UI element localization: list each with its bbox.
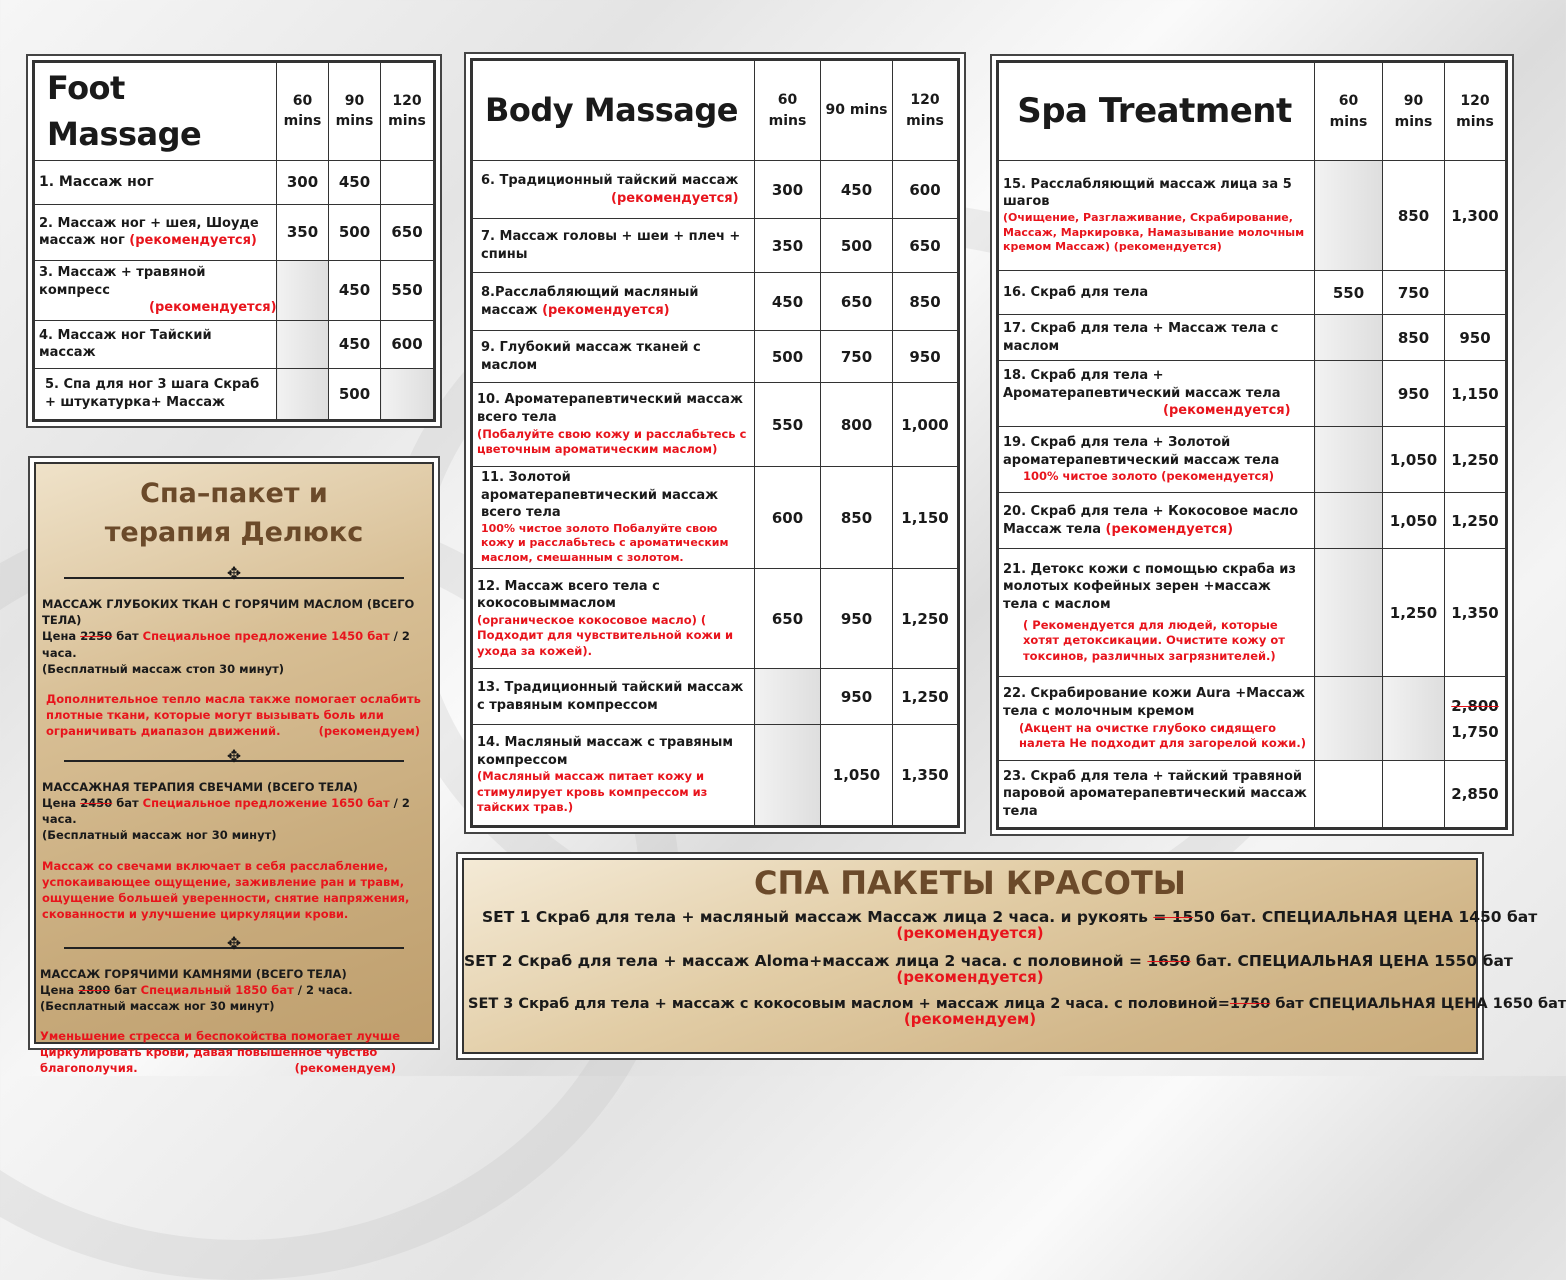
table-row — [999, 549, 1506, 677]
col-60: 60 mins — [1315, 63, 1383, 161]
table-row — [999, 677, 1506, 761]
price-60 — [755, 725, 821, 826]
service-name: 4. Массаж ног Тайский массаж — [39, 327, 212, 361]
price-60: 300 — [277, 160, 329, 204]
price-60 — [1315, 361, 1383, 427]
item-price: Цена 2450 бат Специальное предложение 1650 бат / 2 часа. — [42, 796, 410, 827]
price-90: 1,050 — [1383, 427, 1445, 493]
price-120: 2,850 — [1445, 761, 1506, 828]
recommended-label: (рекомендуется) — [611, 190, 739, 206]
table-row — [999, 493, 1506, 549]
price-120: 1,250 — [893, 569, 958, 669]
price-90: 850 — [821, 467, 893, 569]
price-60: 350 — [755, 219, 821, 273]
service-name: 19. Скраб для тела + Золотой ароматерапевтический массаж тела — [1003, 435, 1280, 468]
recommended-label: (рекомендуем) — [903, 1010, 1037, 1028]
price-90 — [1383, 761, 1445, 828]
price-90: 850 — [1383, 161, 1445, 271]
deluxe-item — [36, 773, 432, 922]
table-row — [473, 273, 958, 331]
service-name: 22. Скрабирование кожи Aura +Массаж тела с молочным кремом — [1003, 686, 1305, 719]
recommended-label: (рекомендуется) — [1105, 521, 1234, 537]
service-name: 10. Ароматерапевтический массаж всего тела — [477, 392, 743, 425]
service-name: 13. Традиционный тайский массаж с травяным компрессом — [477, 680, 744, 713]
price-120: 600 — [893, 161, 958, 219]
service-name: 15. Расслабляющий массаж лица за 5 шагов — [1003, 176, 1292, 210]
price-120: 650 — [381, 204, 434, 260]
spa-treatment-panel — [996, 60, 1508, 830]
item-description: Дополнительное тепло масла также помогает ослабить плотные ткани, которые могут вызывать боль или ограничивать диапазон движений. — [46, 691, 421, 738]
price-90: 650 — [821, 273, 893, 331]
col-120: 120 mins — [381, 63, 434, 161]
beauty-packages-panel — [462, 858, 1566, 1054]
price-90: 950 — [1383, 361, 1445, 427]
service-note: (Побалуйте свою кожу и расслабьтесь с цветочным ароматическим маслом) — [477, 426, 747, 457]
service-name: 1. Массаж ног — [39, 173, 154, 190]
price-120: 1,250 — [893, 669, 958, 725]
price-60: 300 — [755, 161, 821, 219]
ornament-divider — [64, 747, 404, 768]
old-price: 2,800 — [1451, 696, 1499, 715]
service-name: 11. Золотой ароматерапевтический массаж всего тела — [481, 470, 719, 521]
item-price: Цена 2250 бат Специальное предложение 1450 бат / 2 часа. — [42, 629, 410, 660]
deluxe-title: Спа–пакет и терапия Делюкс — [104, 478, 364, 549]
item-price: Цена 2800 бат Специальный 1850 бат / 2 часа. — [40, 982, 353, 997]
price-90: 450 — [821, 161, 893, 219]
set-list — [464, 908, 1566, 1028]
price-90: 850 — [1383, 315, 1445, 361]
price-60 — [1315, 677, 1383, 761]
recommended-label: (рекомендуется) — [129, 233, 257, 249]
col-60: 60 mins — [277, 63, 329, 161]
col-120: 120 mins — [893, 61, 958, 161]
service-name: 6. Традиционный тайский массаж — [481, 172, 739, 188]
price-90: 450 — [329, 160, 381, 204]
service-note: (Очищение, Разглаживание, Скрабирование, Массаж, Маркировка, Намазывание молочным кремом Массаж) (рекомендуется) — [1003, 210, 1305, 254]
ornament-icon: ✥ — [226, 747, 242, 768]
deluxe-panel — [34, 462, 434, 1076]
deluxe-item — [36, 960, 432, 1077]
table-row — [999, 361, 1506, 427]
recommended-label: (рекомендуем) — [318, 724, 420, 739]
service-name: 14. Масляный массаж с травяным компрессом — [477, 735, 734, 768]
ornament-divider — [64, 933, 404, 954]
service-note: 100% чистое золото (рекомендуется) — [1023, 469, 1274, 484]
price-120: 1,150 — [893, 467, 958, 569]
table-row — [35, 204, 434, 260]
price-60: 600 — [755, 467, 821, 569]
price-120: 600 — [381, 320, 434, 368]
item-free: (Бесплатный массаж стоп 30 минут) — [42, 661, 284, 676]
foot-massage-table — [34, 62, 434, 420]
service-note: (Акцент на очистке глубоко сидящего налета Не подходит для загорелой кожи.) — [1019, 720, 1306, 751]
table-row — [999, 761, 1506, 828]
price-120 — [381, 160, 434, 204]
service-note: 100% чистое золото Побалуйте свою кожу и расслабьтесь с ароматическим маслом, смешанным с золотом. — [481, 521, 729, 565]
service-note: (Масляный массаж питает кожу и стимулирует кровь компрессом из тайских трав.) — [477, 769, 708, 815]
table-row — [473, 569, 958, 669]
ornament-divider — [64, 564, 404, 585]
service-name: 7. Массаж головы + шеи + плеч + спины — [481, 228, 741, 262]
service-name: 12. Массаж всего тела с кокосовыммаслом — [477, 578, 660, 612]
service-name: 23. Скраб для тела + тайский травяной паровой ароматерапевтический массаж тела — [1003, 768, 1307, 819]
item-free: (Бесплатный массаж ног 30 минут) — [40, 999, 275, 1014]
price-60 — [1315, 761, 1383, 828]
price-120: 1,000 — [893, 383, 958, 467]
price-120: 950 — [893, 331, 958, 383]
price-90 — [1383, 677, 1445, 761]
service-note: (органическое кокосовое масло) ( Подходит для чувствительной кожи и ухода за кожей). — [477, 612, 734, 658]
price-60 — [277, 260, 329, 320]
price-90: 750 — [1383, 271, 1445, 315]
price-120: 1,350 — [1445, 549, 1506, 677]
price-120: 850 — [893, 273, 958, 331]
price-120: 950 — [1445, 315, 1506, 361]
table-row — [35, 160, 434, 204]
price-90: 800 — [821, 383, 893, 467]
col-90: 90 mins — [821, 61, 893, 161]
table-row — [473, 219, 958, 273]
spa-treatment-title: Spa Treatment — [999, 63, 1315, 161]
spa-treatment-table — [998, 62, 1506, 828]
table-row — [35, 320, 434, 368]
price-90: 450 — [329, 260, 381, 320]
col-60: 60 mins — [755, 61, 821, 161]
price-90: 750 — [821, 331, 893, 383]
set-item: SET 2 Скраб для тела + массаж Aloma+массаж лица 2 часа. с половиной = 1650 бат. СПЕЦИАЛЬНАЯ ЦЕНА 1550 бат — [464, 952, 1513, 970]
price-90: 1,250 — [1383, 549, 1445, 677]
service-name: 3. Массаж + травяной компресс — [39, 264, 206, 298]
service-name: 17. Скраб для тела + Массаж тела с маслом — [1003, 320, 1279, 354]
service-name: 5. Спа для ног 3 шага Скраб + штукатурка+ Массаж — [45, 377, 260, 410]
item-description: Уменьшение стресса и беспокойства помогает лучше циркулировать крови, давая повышенное чувство благополучия. — [40, 1029, 401, 1076]
price-120: 1,250 — [1445, 493, 1506, 549]
price-120: 1,350 — [893, 725, 958, 826]
foot-massage-title: Foot Massage — [35, 63, 277, 161]
table-row — [999, 161, 1506, 271]
price-90: 500 — [329, 204, 381, 260]
recommended-label: (рекомендуется) — [149, 300, 277, 316]
price-120: 1,250 — [1445, 427, 1506, 493]
price-90: 950 — [821, 669, 893, 725]
price-120 — [381, 368, 434, 419]
service-name: 21. Детокс кожи с помощью скраба из молотых кофейных зерен +массаж тела с маслом — [1003, 561, 1296, 612]
table-row — [999, 271, 1506, 315]
price-60: 350 — [277, 204, 329, 260]
body-massage-table — [472, 60, 958, 826]
service-name: 2. Массаж ног + шея, Шоуде массаж ног — [39, 215, 259, 249]
body-massage-title: Body Massage — [473, 61, 755, 161]
price-60 — [277, 368, 329, 419]
price-120: 650 — [893, 219, 958, 273]
price-60: 550 — [1315, 271, 1383, 315]
service-name: 20. Скраб для тела + Кокосовое масло Массаж тела — [1003, 503, 1299, 537]
set-item: SET 3 Скраб для тела + массаж с кокосовым маслом + массаж лица 2 часа. с половиной=1750 бат СПЕЦИАЛЬНАЯ ЦЕНА 1650 бат — [468, 996, 1566, 1012]
table-row — [473, 725, 958, 826]
deluxe-item — [36, 590, 432, 739]
price-90: 950 — [821, 569, 893, 669]
recommended-label: (рекомендуется) — [542, 302, 670, 318]
recommended-label: (рекомендуем) — [294, 1061, 396, 1076]
price-60 — [1315, 161, 1383, 271]
service-name: 8.Расслабляющий масляный массаж — [481, 284, 699, 318]
item-free: (Бесплатный массаж ног 30 минут) — [42, 828, 277, 843]
table-row — [473, 669, 958, 725]
item-heading: МАССАЖ ГЛУБОКИХ ТКАН С ГОРЯЧИМ МАСЛОМ (ВСЕГО ТЕЛА) — [42, 597, 415, 628]
price-60 — [1315, 493, 1383, 549]
col-120: 120 mins — [1445, 63, 1506, 161]
service-name: 16. Скраб для тела — [1003, 284, 1149, 300]
price-60 — [1315, 549, 1383, 677]
table-row — [473, 331, 958, 383]
col-90: 90 mins — [329, 63, 381, 161]
col-90: 90 mins — [1383, 63, 1445, 161]
table-row — [999, 427, 1506, 493]
price-120 — [1445, 271, 1506, 315]
price-120: 1,750 — [1451, 722, 1499, 741]
item-heading: МАССАЖНАЯ ТЕРАПИЯ СВЕЧАМИ (ВСЕГО ТЕЛА) — [42, 780, 358, 795]
set-item: SET 1 Скраб для тела + масляный массаж Массаж лица 2 часа. и рукоять = 1550 бат. СПЕЦИАЛЬНАЯ ЦЕНА 1450 бат — [482, 908, 1538, 926]
price-90: 500 — [329, 368, 381, 419]
item-description: Массаж со свечами включает в себя расслабление, успокаивающее ощущение, заживление ран и травм, ощущение большей уверенности, снятие напряжения, скованности и улучшение циркуляции крови. — [42, 858, 410, 921]
price-60: 550 — [755, 383, 821, 467]
foot-massage-panel — [32, 60, 436, 422]
price-90: 450 — [329, 320, 381, 368]
beauty-title: СПА ПАКЕТЫ КРАСОТЫ — [754, 864, 1186, 902]
recommended-label: (рекомендуется) — [896, 924, 1044, 942]
recommended-label: (рекомендуется) — [1163, 403, 1291, 419]
service-name: 9. Глубокий массаж тканей с маслом — [481, 339, 701, 373]
table-row — [35, 260, 434, 320]
price-60: 500 — [755, 331, 821, 383]
ornament-icon: ✥ — [226, 933, 242, 954]
recommended-label: (рекомендуется) — [896, 968, 1044, 986]
price-60: 450 — [755, 273, 821, 331]
ornament-icon: ✥ — [226, 564, 242, 585]
table-row — [473, 383, 958, 467]
table-row — [473, 467, 958, 569]
table-row — [473, 161, 958, 219]
price-60: 650 — [755, 569, 821, 669]
price-60 — [755, 669, 821, 725]
price-120: 1,300 — [1445, 161, 1506, 271]
price-60 — [277, 320, 329, 368]
price-120: 1,150 — [1445, 361, 1506, 427]
item-heading: МАССАЖ ГОРЯЧИМИ КАМНЯМИ (ВСЕГО ТЕЛА) — [40, 966, 347, 981]
price-60 — [1315, 315, 1383, 361]
price-90: 1,050 — [1383, 493, 1445, 549]
price-90: 500 — [821, 219, 893, 273]
table-row — [999, 315, 1506, 361]
service-note: ( Рекомендуется для людей, которые хотят детоксикации. Очистите кожу от токсинов, различных загрязнителей.) — [1023, 617, 1285, 663]
price-90: 1,050 — [821, 725, 893, 826]
table-row — [35, 368, 434, 419]
service-name: 18. Скраб для тела + Ароматерапевтический массаж тела — [1003, 368, 1281, 401]
price-60 — [1315, 427, 1383, 493]
price-120: 550 — [381, 260, 434, 320]
body-massage-panel — [470, 58, 960, 828]
